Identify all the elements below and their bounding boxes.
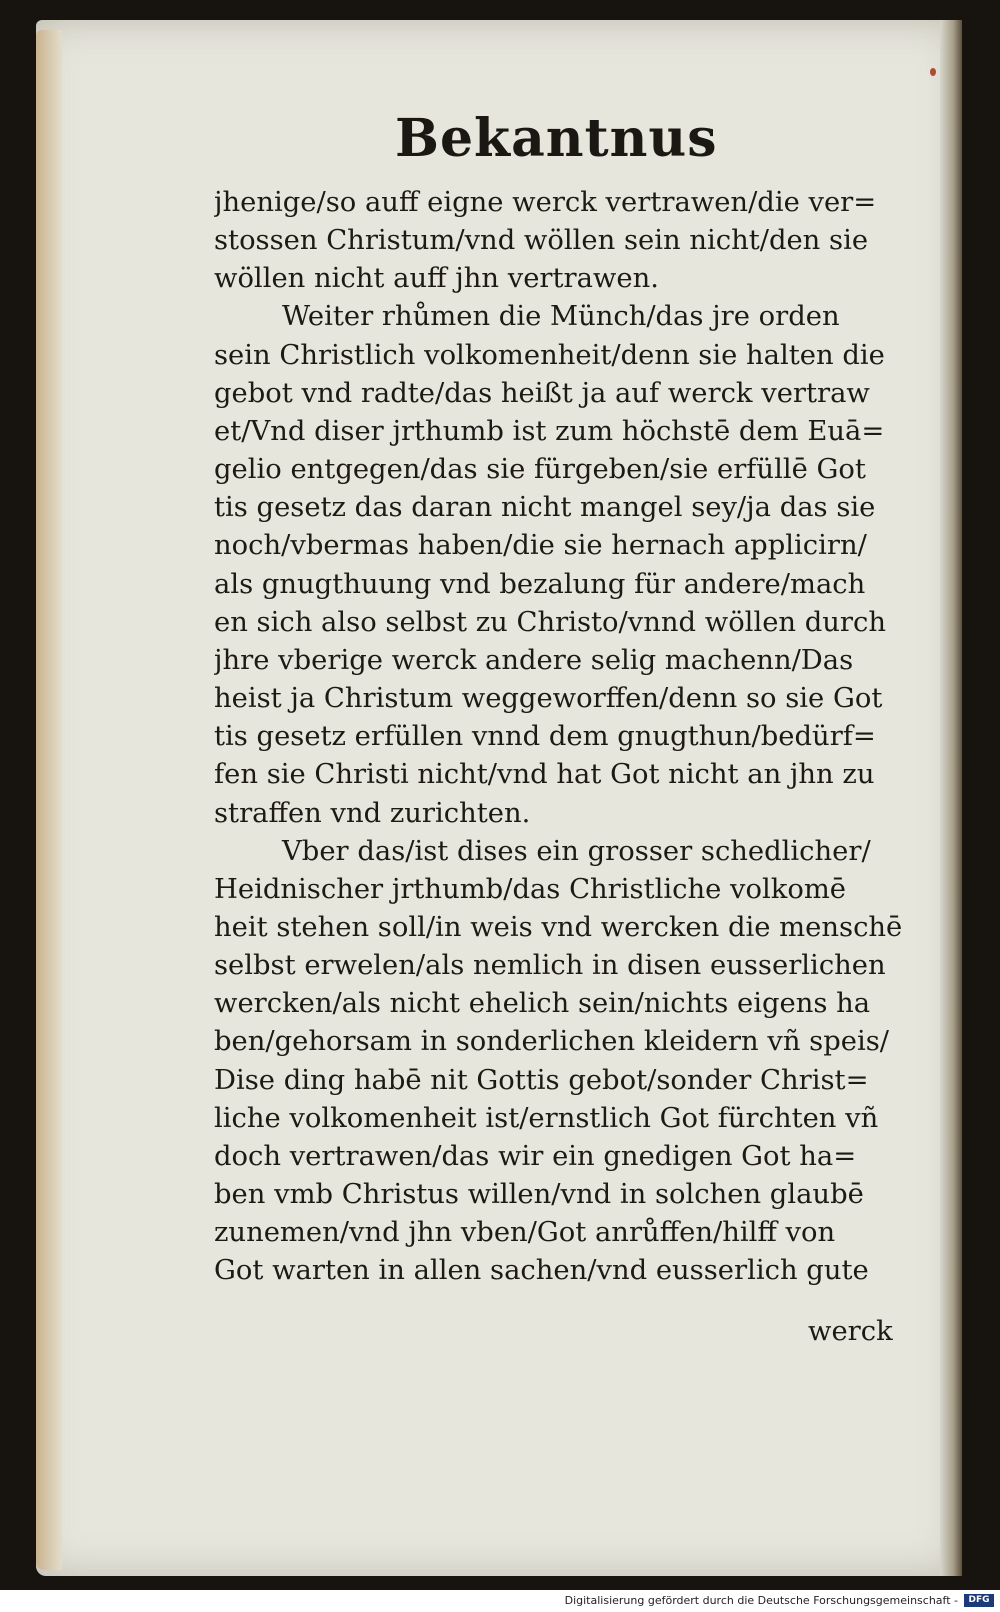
page-text — [214, 184, 908, 1291]
text-line: gebot vnd radte/das heißt ja auf werck vertraw — [214, 377, 870, 409]
text-line: sein Christlich volkomenheit/denn sie halten die — [214, 339, 885, 371]
text-line: gelio entgegen/das sie fürgeben/sie erfüllē Got — [214, 454, 866, 486]
text-line: zunemen/vnd jhn vben/Got anrůffen/hilff von — [214, 1217, 836, 1249]
text-line: heist ja Christum weggeworffen/denn so sie Got — [214, 683, 883, 715]
dfg-logo: DFG — [964, 1594, 994, 1607]
text-line: heit stehen soll/in weis vnd wercken die menschē — [214, 911, 903, 943]
text-line: tis gesetz erfüllen vnnd dem gnugthun/bedürf= — [214, 721, 876, 753]
catchword: werck — [808, 1316, 893, 1347]
text-line: jhre vberige werck andere selig machenn/Das — [214, 644, 854, 676]
text-line: en sich also selbst zu Christo/vnnd wöllen durch — [214, 606, 887, 638]
text-line: straffen vnd zurichten. — [214, 797, 531, 829]
text-line: Dise ding habē nit Gottis gebot/sonder Christ= — [214, 1064, 869, 1096]
text-line: Got warten in allen sachen/vnd eusserlich gute — [214, 1255, 869, 1287]
text-line: stossen Christum/vnd wöllen sein nicht/den sie — [214, 225, 869, 257]
page-edge-left — [36, 30, 62, 1570]
text-line: et/Vnd diser jrthumb ist zum höchstē dem Euā= — [214, 415, 885, 447]
footer-bar — [0, 1590, 1000, 1612]
page-edge-right — [940, 20, 962, 1576]
text-line: wöllen nicht auff jhn vertrawen. — [214, 263, 659, 295]
text-line: ben/gehorsam in sonderlichen kleidern vñ speis/ — [214, 1026, 890, 1058]
text-line: tis gesetz das daran nicht mangel sey/ja das sie — [214, 492, 876, 524]
text-line: selbst erwelen/als nemlich in disen eusserlichen — [214, 950, 886, 982]
text-line: fen sie Christi nicht/vnd hat Got nicht an jhn zu — [214, 759, 875, 791]
text-line: jhenige/so auff eigne werck vertrawen/die ver= — [214, 187, 877, 218]
funding-credit: Digitalisierung gefördert durch die Deutsche Forschungsgemeinschaft - — [564, 1594, 958, 1607]
text-line: ben vmb Christus willen/vnd in solchen glaubē — [214, 1179, 864, 1211]
text-line: als gnugthuung vnd bezalung für andere/mach — [214, 568, 866, 600]
text-line: doch vertrawen/das wir ein gnedigen Got ha= — [214, 1140, 857, 1172]
text-line: Heidnischer jrthumb/das Christliche volkomē — [214, 873, 847, 905]
text-line: wercken/als nicht ehelich sein/nichts eigens ha — [214, 988, 871, 1020]
text-line: Weiter rhůmen die Münch/das jre orden — [282, 301, 840, 333]
text-line: noch/vbermas haben/die sie hernach applicirn/ — [214, 530, 867, 562]
ink-stain — [930, 68, 936, 76]
text-line: liche volkomenheit ist/ernstlich Got fürchten vñ — [214, 1102, 879, 1134]
running-head: Bekantnus — [395, 108, 718, 169]
text-line: Vber das/ist dises ein grosser schedlicher/ — [282, 835, 871, 867]
